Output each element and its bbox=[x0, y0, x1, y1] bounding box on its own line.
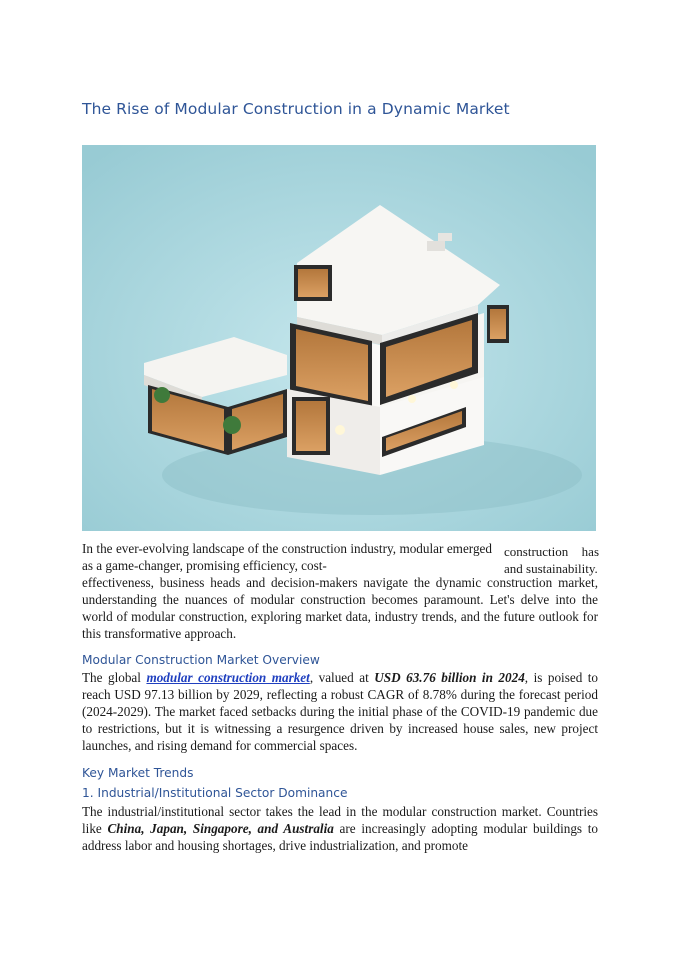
house-illustration bbox=[82, 145, 596, 531]
overview-valuation: USD 63.76 billion in 2024 bbox=[374, 670, 525, 685]
intro-continuation: effectiveness, business heads and decision-makers navigate the dynamic construction market, understanding the nuances of modular construction becomes paramount. Let's delve into the world of modular construction, exploring market data, industry trends, and the future outlook for this transformative approach. bbox=[82, 575, 598, 641]
industrial-paragraph bbox=[82, 803, 598, 854]
industrial-text-1: The industrial/institutional sector takes the lead in the modular construction market. Countries like bbox=[82, 804, 598, 836]
overview-text-1: The global bbox=[82, 670, 147, 685]
overview-paragraph bbox=[82, 669, 598, 754]
trends-sub-heading: 1. Industrial/Institutional Sector Dominance bbox=[82, 786, 348, 800]
intro-side-text: construction has and sustainability. bbox=[504, 544, 599, 576]
intro-paragraph bbox=[82, 540, 599, 641]
overview-text-3: , is poised to reach USD 97.13 billion by 2029, reflecting a robust CAGR of 8.78% during the forecast period (2024-2029). The market faced setbacks during the initial phase of the COVID-19 pandemic due to restrictions, but it is witnessing a resurgence driven by increased house sales, new project launches, and rising demand for commercial spaces. bbox=[82, 670, 599, 753]
industrial-countries: China, Japan, Singapore, and Australia bbox=[107, 821, 334, 836]
trends-heading: Key Market Trends bbox=[82, 766, 194, 780]
intro-main-text: In the ever-evolving landscape of the construction industry, modular emerged as a game-changer, promising efficiency, cost- bbox=[82, 541, 492, 573]
hero-image bbox=[82, 145, 596, 531]
industrial-text-2: are increasingly adopting modular buildings to address labor and housing shortages, drive industrialization, and promote bbox=[82, 821, 598, 853]
page-title: The Rise of Modular Construction in a Dynamic Market bbox=[82, 100, 510, 118]
overview-heading: Modular Construction Market Overview bbox=[82, 653, 320, 667]
overview-text-2: , valued at bbox=[309, 670, 375, 685]
market-link[interactable]: modular construction market bbox=[146, 670, 310, 685]
